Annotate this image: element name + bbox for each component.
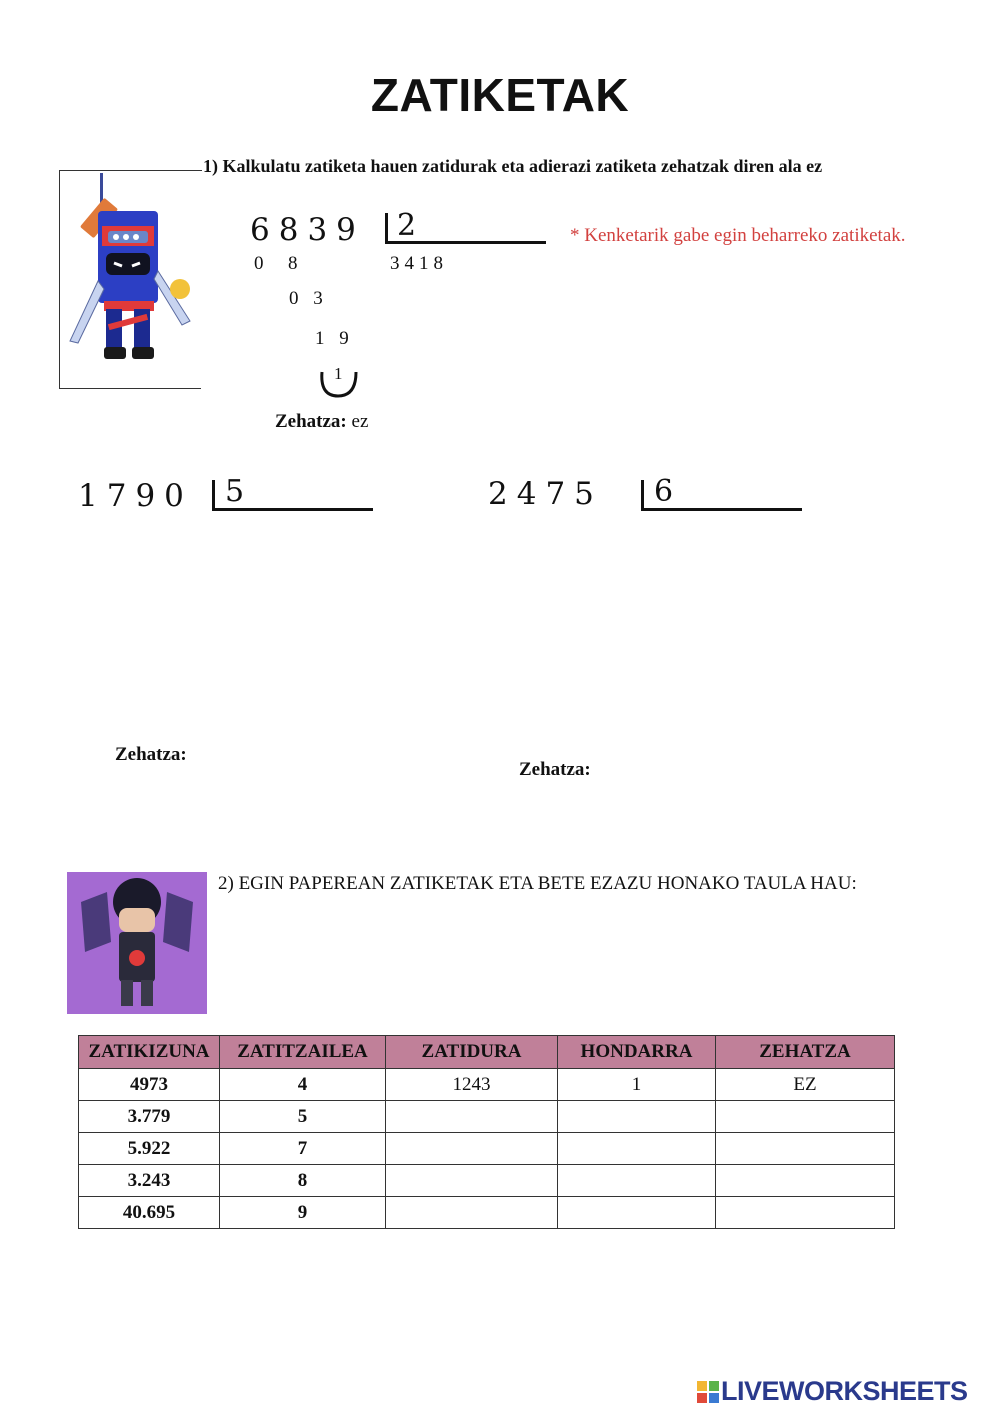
cell-remainder[interactable]	[558, 1133, 716, 1165]
exercise-2-dividend: 2475	[488, 476, 603, 512]
cell-divisor: 9	[220, 1197, 386, 1229]
example-step-1: 0 8	[254, 253, 303, 274]
cell-dividend: 3.779	[79, 1101, 220, 1133]
exact-label: Zehatza:	[275, 411, 347, 432]
logo-text: LIVEWORKSHEETS	[721, 1376, 968, 1406]
cell-divisor: 4	[220, 1069, 386, 1101]
character-portrait-illustration	[67, 872, 207, 1014]
example-dividend: 6839	[250, 212, 365, 248]
cell-divisor: 5	[220, 1101, 386, 1133]
table-row	[79, 1101, 895, 1133]
table-row	[79, 1165, 895, 1197]
cell-exact: EZ	[716, 1069, 895, 1101]
table-row	[79, 1069, 895, 1101]
example-step-2: 0 3	[289, 288, 328, 309]
cell-quotient[interactable]	[386, 1197, 558, 1229]
example-step-3: 1 9	[315, 328, 354, 349]
results-table	[78, 1035, 895, 1229]
exercise-1-dividend: 1790	[78, 478, 193, 514]
liveworksheets-logo-icon	[697, 1381, 719, 1403]
cell-exact[interactable]	[716, 1101, 895, 1133]
table-row	[79, 1133, 895, 1165]
example-remainder: 1	[334, 364, 343, 383]
cell-quotient[interactable]	[386, 1133, 558, 1165]
question-2: 2) EGIN PAPEREAN ZATIKETAK ETA BETE EZAZU HONAKO TAULA HAU:	[218, 873, 857, 894]
page-title: ZATIKETAK	[370, 69, 630, 121]
character-portrait-image	[67, 872, 207, 1014]
exact-value: ez	[351, 411, 369, 432]
ninja-character-image	[59, 170, 201, 389]
header-zatidura: ZATIDURA	[386, 1036, 558, 1069]
liveworksheets-logo	[697, 1376, 968, 1407]
cell-dividend: 40.695	[79, 1197, 220, 1229]
cell-divisor: 7	[220, 1133, 386, 1165]
table-row	[79, 1197, 895, 1229]
cell-quotient: 1243	[386, 1069, 558, 1101]
example-exact	[275, 411, 368, 433]
cell-exact[interactable]	[716, 1197, 895, 1229]
exercise-1-divisor: 5	[225, 474, 245, 509]
cell-remainder[interactable]	[558, 1197, 716, 1229]
cell-remainder[interactable]	[558, 1165, 716, 1197]
cell-exact[interactable]	[716, 1133, 895, 1165]
cell-dividend: 4973	[79, 1069, 220, 1101]
header-zatitzailea: ZATITZAILEA	[220, 1036, 386, 1069]
cell-quotient[interactable]	[386, 1165, 558, 1197]
example-divisor: 2	[397, 208, 417, 243]
cell-divisor: 8	[220, 1165, 386, 1197]
header-zatikizuna: ZATIKIZUNA	[79, 1036, 220, 1069]
question-1: 1) Kalkulatu zatiketa hauen zatidurak eta adierazi zatiketa zehatzak diren ala ez	[203, 156, 823, 176]
ninja-character-illustration	[60, 171, 200, 388]
header-hondarra: HONDARRA	[558, 1036, 716, 1069]
exercise-2-exact-label[interactable]: Zehatza:	[519, 759, 591, 780]
table-header-row	[79, 1036, 895, 1069]
cell-remainder[interactable]	[558, 1101, 716, 1133]
cell-remainder: 1	[558, 1069, 716, 1101]
cell-dividend: 5.922	[79, 1133, 220, 1165]
exercise-2-divisor: 6	[654, 474, 674, 509]
note-text: * Kenketarik gabe egin beharreko zatiketak.	[570, 225, 906, 246]
cell-quotient[interactable]	[386, 1101, 558, 1133]
exercise-1-exact-label[interactable]: Zehatza:	[115, 744, 187, 765]
cell-exact[interactable]	[716, 1165, 895, 1197]
example-quotient: 3418	[390, 253, 448, 274]
header-zehatza: ZEHATZA	[716, 1036, 895, 1069]
cell-dividend: 3.243	[79, 1165, 220, 1197]
